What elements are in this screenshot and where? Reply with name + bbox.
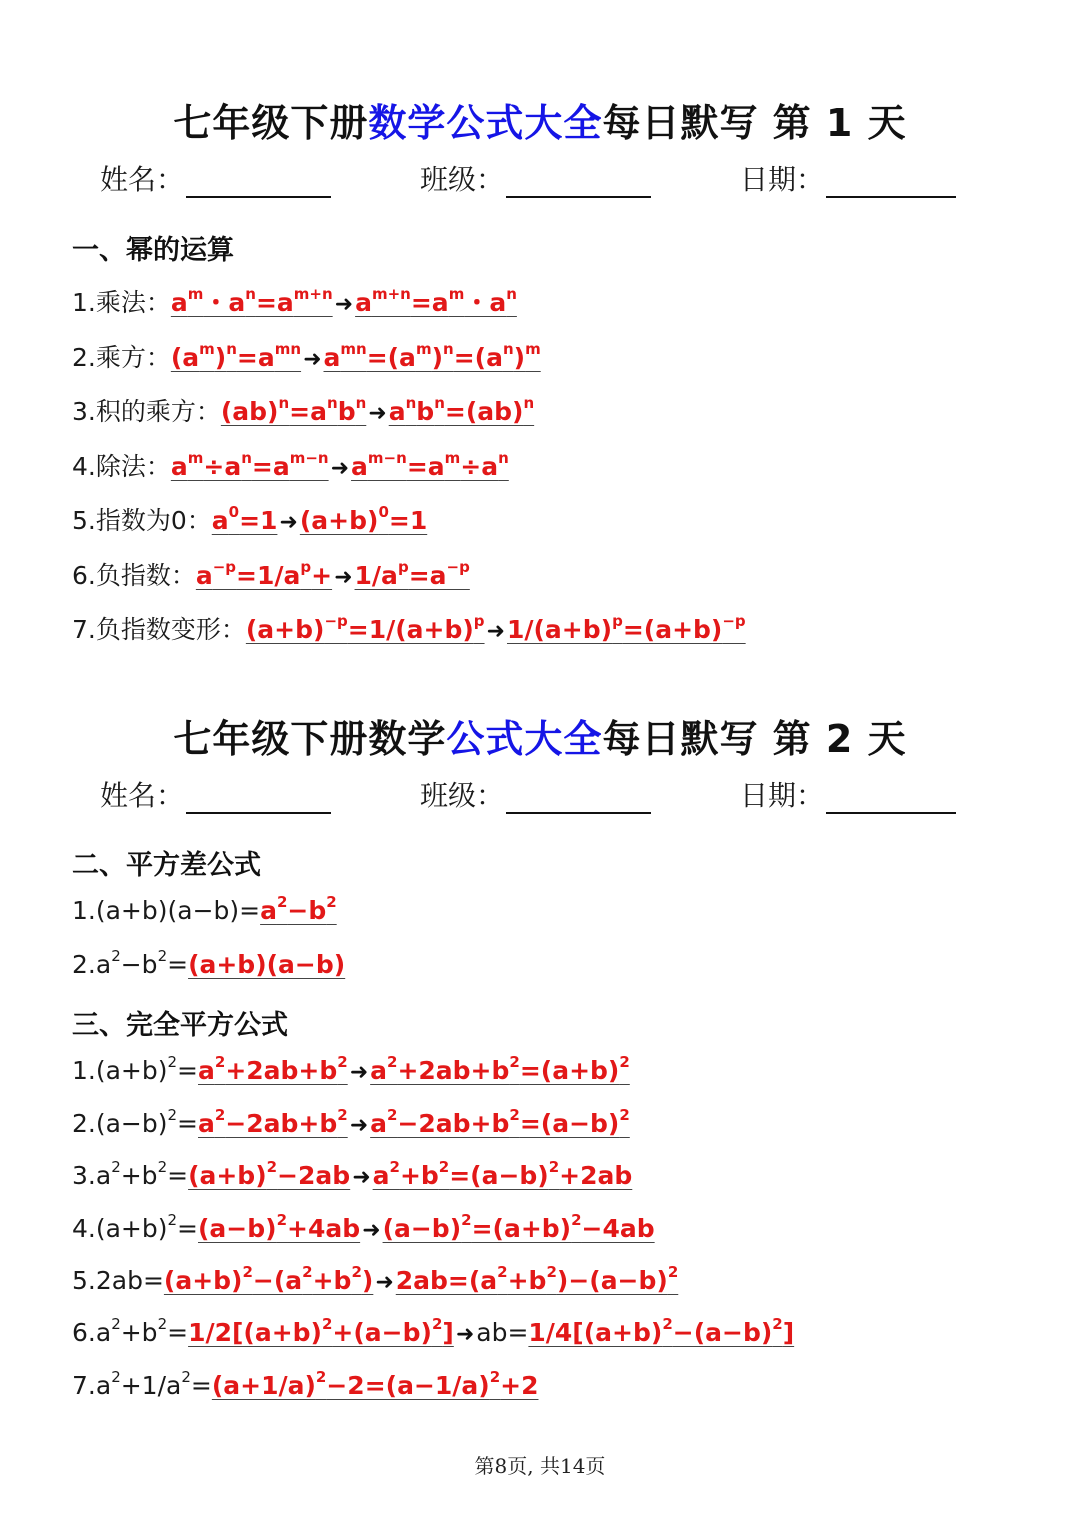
formula-answer: $(a+1/a)^2-2=(a-1/a)^2+2$	[211, 1368, 539, 1400]
student-info-row-day2	[0, 774, 1080, 814]
formula-row	[72, 610, 746, 646]
title-suffix: 每日默写 第 2 天	[602, 717, 907, 761]
formula-row	[72, 947, 346, 979]
arrow-icon: ➜	[334, 565, 353, 590]
formula-label: 7.负指数变形：	[72, 615, 246, 644]
date-field	[740, 774, 956, 814]
formula-answer: $2ab=(a^2+b^2)-(a-b)^2$	[395, 1263, 679, 1295]
formula-label: 2.乘方：	[72, 343, 171, 372]
formula-answer: $a^2-2ab+b^2$	[198, 1106, 348, 1138]
formula-row	[72, 1158, 633, 1190]
name-label: 姓名：	[100, 779, 185, 812]
arrow-icon: ➜	[455, 1322, 475, 1347]
formula-question: $4.(a+b)^2=$	[72, 1211, 198, 1243]
formula-row	[72, 1315, 795, 1347]
formula-answer: $1/(a+b)^p=(a+b)^{-p}$	[506, 612, 746, 644]
formula-row	[72, 1053, 630, 1085]
arrow-icon: ➜	[303, 347, 322, 372]
arrow-icon: ➜	[375, 1270, 394, 1295]
arrow-icon: ➜	[362, 1218, 381, 1243]
title-highlight: 数学公式大全	[368, 101, 603, 145]
formula-answer: $a^{m-n}=a^m\div a^n$	[351, 449, 509, 481]
formula-answer: $a^2+2ab+b^2$	[198, 1053, 348, 1085]
formula-question: $1.(a+b)^2=$	[72, 1053, 198, 1085]
formula-answer: (a+b)(a−b)	[188, 950, 346, 979]
formula-row	[72, 1211, 655, 1243]
arrow-icon: ➜	[349, 1113, 369, 1138]
formula-answer: $(a+b)^2-2ab$	[188, 1158, 351, 1190]
formula-answer: $a^2+b^2=(a-b)^2+2ab$	[372, 1158, 633, 1190]
formula-question: ab=	[476, 1318, 529, 1347]
page-footer: 第8页, 共14页	[474, 1454, 606, 1478]
formula-row	[72, 338, 541, 374]
page-title-day2	[0, 708, 1080, 763]
arrow-icon: ➜	[368, 401, 387, 426]
formula-row	[72, 447, 509, 483]
formula-answer: $(a-b)^2=(a+b)^2-4ab$	[382, 1211, 655, 1243]
section-heading-difference-of-squares: 二、平方差公式	[72, 850, 261, 881]
class-field	[420, 158, 651, 198]
class-blank[interactable]	[506, 170, 651, 198]
formula-row	[72, 283, 517, 319]
formula-row	[72, 1106, 630, 1138]
formula-answer: $(ab)^n=a^nb^n$	[220, 394, 367, 426]
date-label: 日期：	[740, 779, 825, 812]
formula-label: 6.负指数：	[72, 561, 196, 590]
formula-answer: $a^m\div a^n=a^{m-n}$	[170, 449, 329, 481]
arrow-icon: ➜	[349, 1060, 369, 1085]
title-prefix: 七年级下册	[173, 101, 369, 145]
arrow-icon: ➜	[279, 510, 298, 535]
formula-answer: $a^2-2ab+b^2=(a-b)^2$	[370, 1106, 630, 1138]
student-info-row-day1	[0, 158, 1080, 198]
formula-question: $2.a^2-b^2=$	[72, 947, 189, 979]
date-label: 日期：	[740, 163, 825, 196]
class-blank[interactable]	[506, 786, 651, 814]
formula-answer: $(a+b)^2-(a^2+b^2)$	[163, 1263, 374, 1295]
formula-question: $7.a^2+1/a^2=$	[72, 1368, 212, 1400]
formula-row	[72, 556, 470, 592]
formula-row	[72, 1263, 679, 1295]
formula-row	[72, 392, 534, 428]
date-blank[interactable]	[826, 170, 956, 198]
name-blank[interactable]	[186, 786, 331, 814]
formula-answer: $a^nb^n=(ab)^n$	[388, 394, 535, 426]
formula-answer: $a^{m+n}=a^m$・$a^n$	[355, 285, 517, 317]
name-field	[100, 774, 331, 814]
formula-answer: $(a+b)^{-p}=1/(a+b)^p$	[245, 612, 485, 644]
formula-answer: $(a-b)^2+4ab$	[198, 1211, 361, 1243]
formula-label: 1.乘法：	[72, 288, 171, 317]
date-blank[interactable]	[826, 786, 956, 814]
arrow-icon: ➜	[486, 619, 505, 644]
page-title-day1	[0, 92, 1080, 147]
formula-answer: $1/a^p=a^{-p}$	[354, 558, 470, 590]
formula-label: 5.指数为0：	[72, 506, 212, 535]
formula-question: 5.2ab=	[72, 1266, 164, 1295]
formula-answer: $(a^m)^n=a^{mn}$	[170, 340, 302, 372]
name-label: 姓名：	[100, 163, 185, 196]
formula-question: 1.(a+b)(a−b)=	[72, 896, 261, 925]
class-field	[420, 774, 651, 814]
formula-answer: $a^{-p}=1/a^p+$	[195, 558, 333, 590]
section-heading-powers: 一、幂的运算	[72, 235, 234, 266]
name-blank[interactable]	[186, 170, 331, 198]
class-label: 班级：	[420, 163, 505, 196]
formula-question: $6.a^2+b^2=$	[72, 1315, 189, 1347]
formula-answer: $1/2[(a+b)^2+(a-b)^2]$	[188, 1315, 454, 1347]
formula-label: 4.除法：	[72, 452, 171, 481]
section-heading-perfect-square: 三、完全平方公式	[72, 1010, 288, 1041]
class-label: 班级：	[420, 779, 505, 812]
arrow-icon: ➜	[334, 292, 354, 317]
formula-question: $3.a^2+b^2=$	[72, 1158, 189, 1190]
formula-answer: $1/4[(a+b)^2-(a-b)^2]$	[528, 1315, 795, 1347]
title-prefix: 七年级下册数学	[173, 717, 447, 761]
arrow-icon: ➜	[330, 456, 350, 481]
formula-answer: $a^m$・$a^n=a^{m+n}$	[170, 285, 333, 317]
formula-label: 3.积的乘方：	[72, 397, 221, 426]
formula-answer: $a^0=1$	[211, 503, 278, 535]
formula-row	[72, 1368, 539, 1400]
formula-question: $2.(a-b)^2=$	[72, 1106, 198, 1138]
date-field	[740, 158, 956, 198]
formula-answer: $(a+b)^0=1$	[299, 503, 428, 535]
title-suffix: 每日默写 第 1 天	[602, 101, 907, 145]
title-highlight: 公式大全	[446, 717, 603, 761]
formula-answer: $a^2-b^2$	[260, 893, 337, 925]
formula-row	[72, 893, 337, 925]
formula-answer: $a^{mn}=(a^m)^n=(a^n)^m$	[323, 340, 541, 372]
formula-answer: $a^2+2ab+b^2=(a+b)^2$	[370, 1053, 630, 1085]
formula-row	[72, 501, 427, 537]
name-field	[100, 158, 331, 198]
arrow-icon: ➜	[352, 1165, 371, 1190]
